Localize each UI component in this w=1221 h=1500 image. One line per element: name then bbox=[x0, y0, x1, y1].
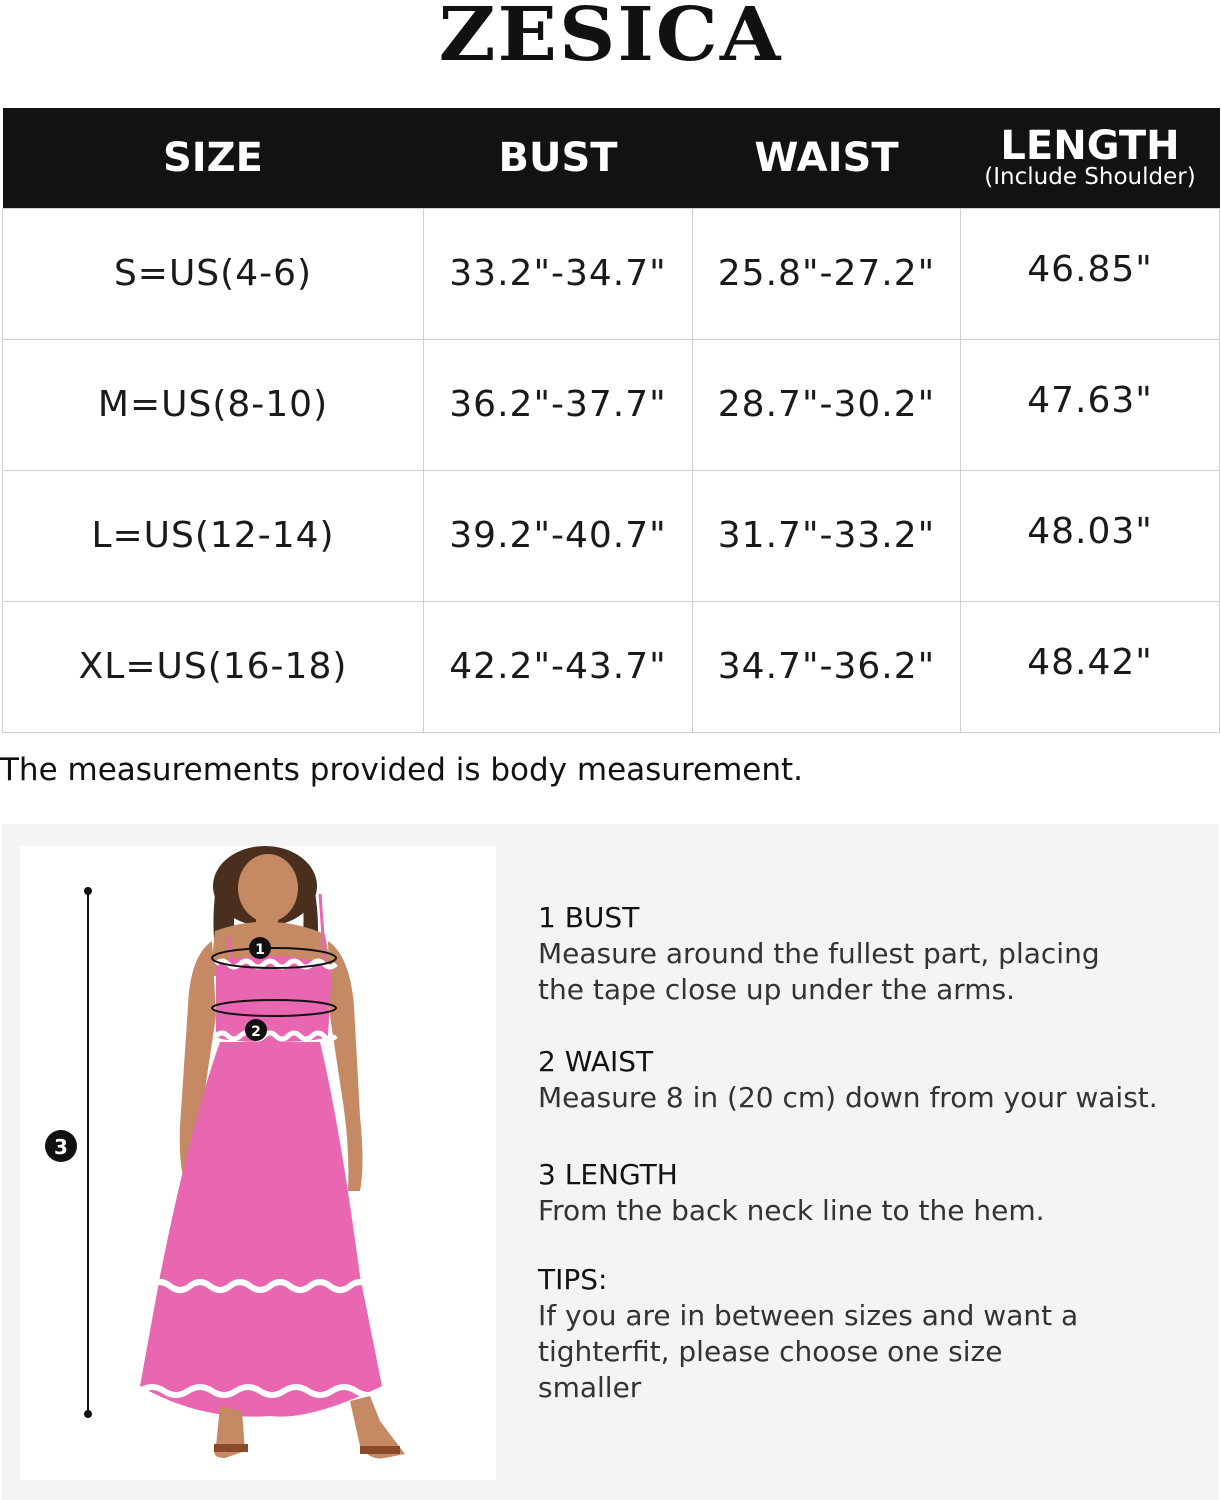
table-row bbox=[3, 601, 1220, 732]
brand-logo: ZESICA bbox=[438, 0, 783, 78]
table-row bbox=[3, 470, 1220, 601]
table-header-row bbox=[3, 108, 1220, 208]
cell-length: 48.42" bbox=[961, 601, 1220, 732]
header-length-sub: (Include Shoulder) bbox=[984, 163, 1196, 190]
cell-length: 47.63" bbox=[961, 339, 1220, 470]
cell-size: S=US(4-6) bbox=[3, 208, 424, 339]
svg-text:2: 2 bbox=[251, 1024, 261, 1040]
svg-text:3: 3 bbox=[54, 1135, 68, 1159]
cell-waist: 34.7"-36.2" bbox=[693, 601, 961, 732]
table-row bbox=[3, 339, 1220, 470]
cell-bust: 39.2"-40.7" bbox=[424, 470, 693, 601]
cell-bust: 36.2"-37.7" bbox=[424, 339, 693, 470]
model-photo bbox=[20, 846, 496, 1480]
header-size: SIZE bbox=[3, 108, 424, 208]
instruction-tips: TIPS: If you are in between sizes and want a tighterfit, please choose one size smaller bbox=[538, 1263, 1079, 1404]
size-chart-table bbox=[2, 108, 1220, 733]
cell-waist: 28.7"-30.2" bbox=[693, 339, 961, 470]
cell-size: XL=US(16-18) bbox=[3, 601, 424, 732]
table-row bbox=[3, 208, 1220, 339]
dress-illustration bbox=[20, 846, 496, 1480]
instruction-bust: 1 BUST Measure around the fullest part, placing the tape close up under the arms. bbox=[538, 901, 1100, 1006]
cell-bust: 33.2"-34.7" bbox=[424, 208, 693, 339]
marker-2 bbox=[245, 1019, 267, 1041]
header-bust: BUST bbox=[424, 108, 693, 208]
marker-1 bbox=[249, 937, 271, 959]
cell-waist: 31.7"-33.2" bbox=[693, 470, 961, 601]
cell-size: M=US(8-10) bbox=[3, 339, 424, 470]
svg-text:1: 1 bbox=[255, 942, 265, 958]
cell-waist: 25.8"-27.2" bbox=[693, 208, 961, 339]
header-waist: WAIST bbox=[693, 108, 961, 208]
marker-3 bbox=[45, 1130, 77, 1162]
instruction-waist: 2 WAIST Measure 8 in (20 cm) down from your waist. bbox=[538, 1045, 1158, 1114]
cell-length: 48.03" bbox=[961, 470, 1220, 601]
cell-length: 46.85" bbox=[961, 208, 1220, 339]
instruction-length: 3 LENGTH From the back neck line to the hem. bbox=[538, 1158, 1045, 1227]
cell-bust: 42.2"-43.7" bbox=[424, 601, 693, 732]
cell-size: L=US(12-14) bbox=[3, 470, 424, 601]
measurement-note: The measurements provided is body measurement. bbox=[0, 752, 804, 788]
header-length: LENGTH (Include Shoulder) bbox=[961, 108, 1220, 208]
